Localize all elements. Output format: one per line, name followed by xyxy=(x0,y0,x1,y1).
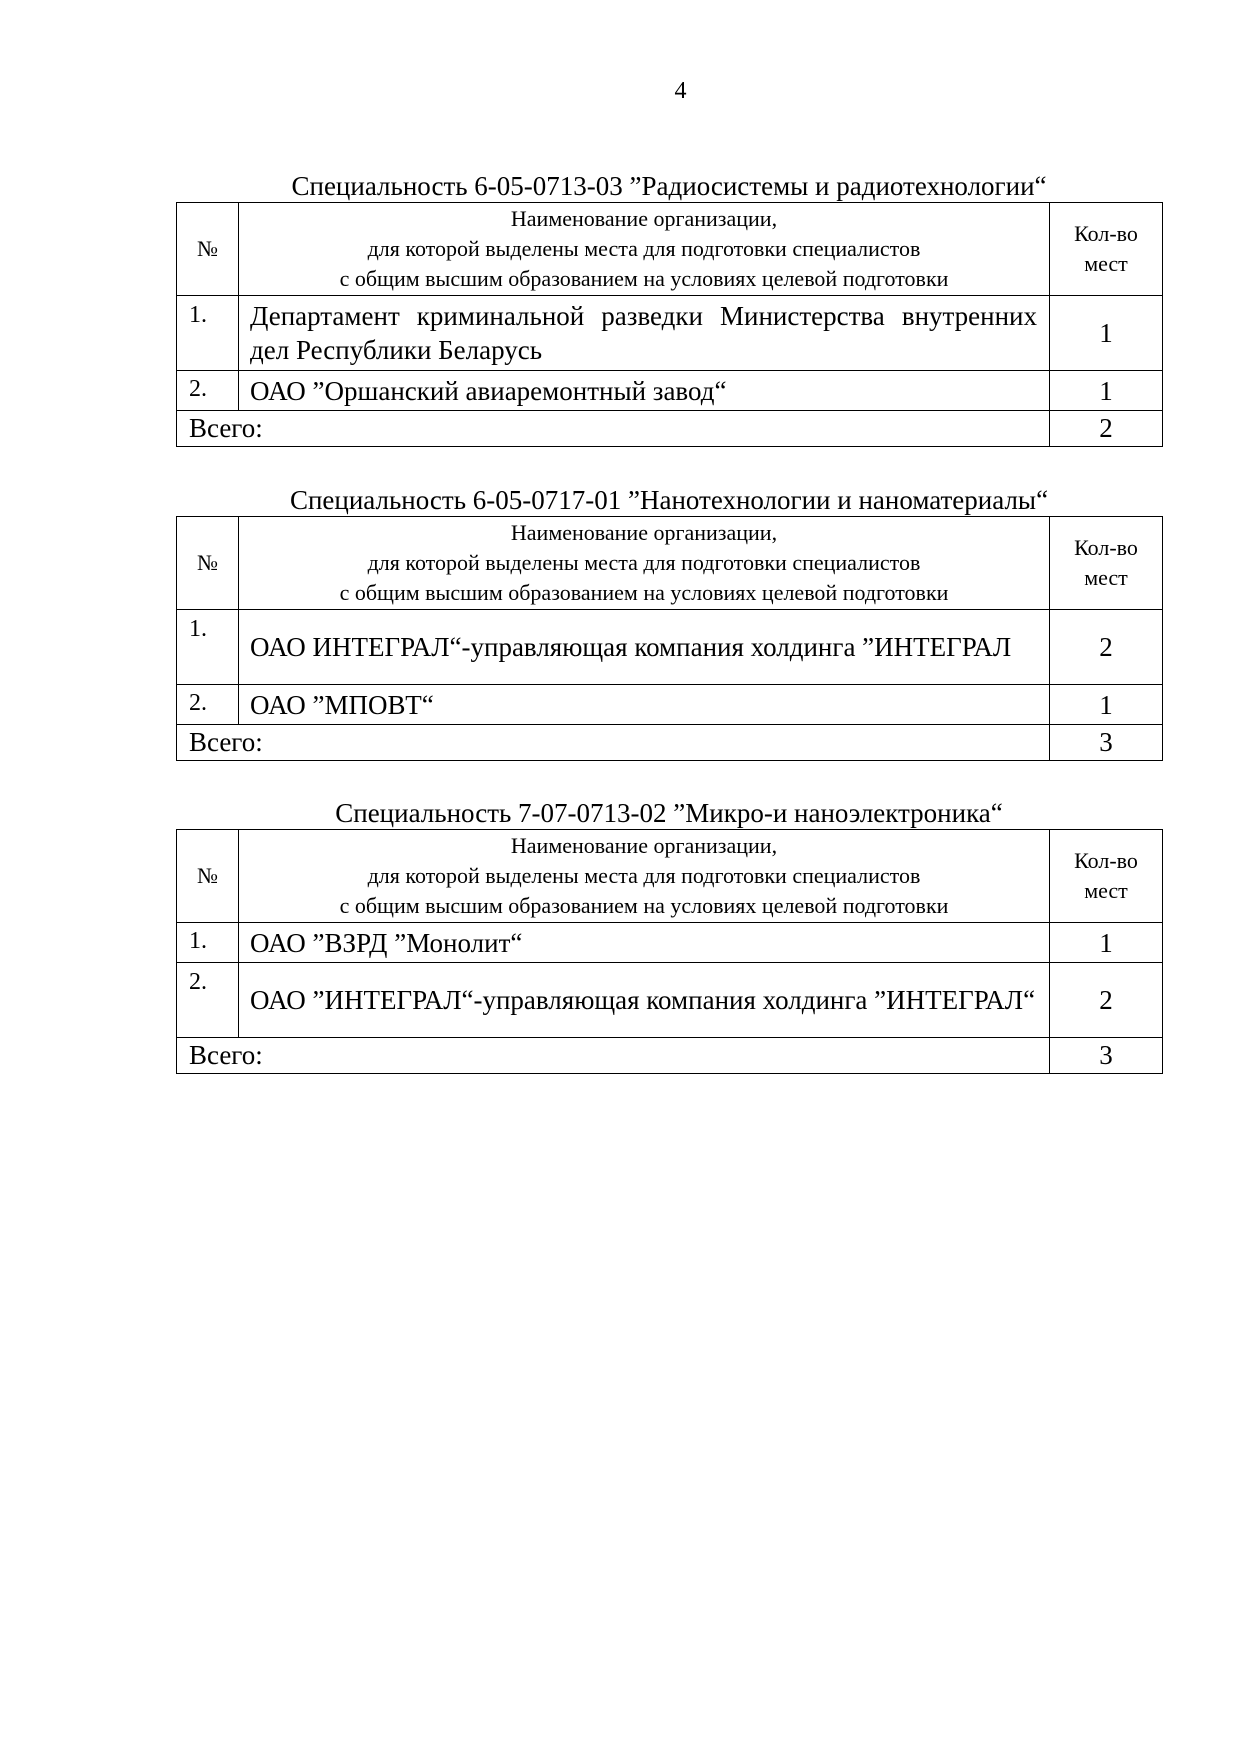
header-qty: Кол-во мест xyxy=(1050,517,1163,610)
header-name: Наименование организации, для которой выделены места для подготовки специалистов с общим высшим образованием на условиях целевой подготовки xyxy=(239,830,1050,923)
section-microelectronics xyxy=(176,797,1162,1074)
table-row xyxy=(177,296,1163,371)
places-count: 1 xyxy=(1050,296,1163,371)
allocation-table xyxy=(176,829,1163,1074)
places-count: 2 xyxy=(1050,610,1163,685)
total-label: Всего: xyxy=(177,411,1050,447)
table-row xyxy=(177,923,1163,963)
organization-name: Департамент криминальной разведки Министерства внутренних дел Республики Беларусь xyxy=(239,296,1050,371)
header-num: № xyxy=(177,830,239,923)
places-count: 2 xyxy=(1050,963,1163,1038)
total-row xyxy=(177,725,1163,761)
organization-name: ОАО ”ВЗРД ”Монолит“ xyxy=(239,923,1050,963)
organization-name: ОАО ”ИНТЕГРАЛ“-управляющая компания холдинга ”ИНТЕГРАЛ“ xyxy=(239,963,1050,1038)
header-name: Наименование организации, для которой выделены места для подготовки специалистов с общим высшим образованием на условиях целевой подготовки xyxy=(239,203,1050,296)
section-nanotechnology xyxy=(176,484,1162,761)
places-count: 1 xyxy=(1050,685,1163,725)
page-number: 4 xyxy=(674,78,687,104)
header-qty: Кол-во мест xyxy=(1050,830,1163,923)
table-row xyxy=(177,610,1163,685)
places-count: 1 xyxy=(1050,371,1163,411)
total-label: Всего: xyxy=(177,725,1050,761)
table-header-row xyxy=(177,517,1163,610)
section-title: Специальность 6-05-0717-01 ”Нанотехнологии и наноматериалы“ xyxy=(289,485,1049,515)
row-number: 1. xyxy=(177,296,239,371)
section-title: Специальность 6-05-0713-03 ”Радиосистемы и радиотехнологии“ xyxy=(291,171,1047,201)
row-number: 1. xyxy=(177,923,239,963)
places-count: 1 xyxy=(1050,923,1163,963)
table-header-row xyxy=(177,203,1163,296)
row-number: 1. xyxy=(177,610,239,685)
header-num: № xyxy=(177,203,239,296)
table-row xyxy=(177,963,1163,1038)
total-row xyxy=(177,1038,1163,1074)
table-row xyxy=(177,685,1163,725)
total-label: Всего: xyxy=(177,1038,1050,1074)
total-row xyxy=(177,411,1163,447)
total-count: 3 xyxy=(1050,1038,1163,1074)
organization-name: ОАО ”Оршанский авиаремонтный завод“ xyxy=(239,371,1050,411)
allocation-table xyxy=(176,202,1163,447)
total-count: 3 xyxy=(1050,725,1163,761)
table-row xyxy=(177,371,1163,411)
row-number: 2. xyxy=(177,963,239,1038)
row-number: 2. xyxy=(177,685,239,725)
section-radiosystems xyxy=(176,170,1162,447)
row-number: 2. xyxy=(177,371,239,411)
total-count: 2 xyxy=(1050,411,1163,447)
header-qty: Кол-во мест xyxy=(1050,203,1163,296)
allocation-table xyxy=(176,516,1163,761)
table-header-row xyxy=(177,830,1163,923)
section-title: Специальность 7-07-0713-02 ”Микро-и наноэлектроника“ xyxy=(335,798,1003,828)
organization-name: ОАО ИНТЕГРАЛ“-управляющая компания холдинга ”ИНТЕГРАЛ xyxy=(239,610,1050,685)
header-name: Наименование организации, для которой выделены места для подготовки специалистов с общим высшим образованием на условиях целевой подготовки xyxy=(239,517,1050,610)
organization-name: ОАО ”МПОВТ“ xyxy=(239,685,1050,725)
header-num: № xyxy=(177,517,239,610)
